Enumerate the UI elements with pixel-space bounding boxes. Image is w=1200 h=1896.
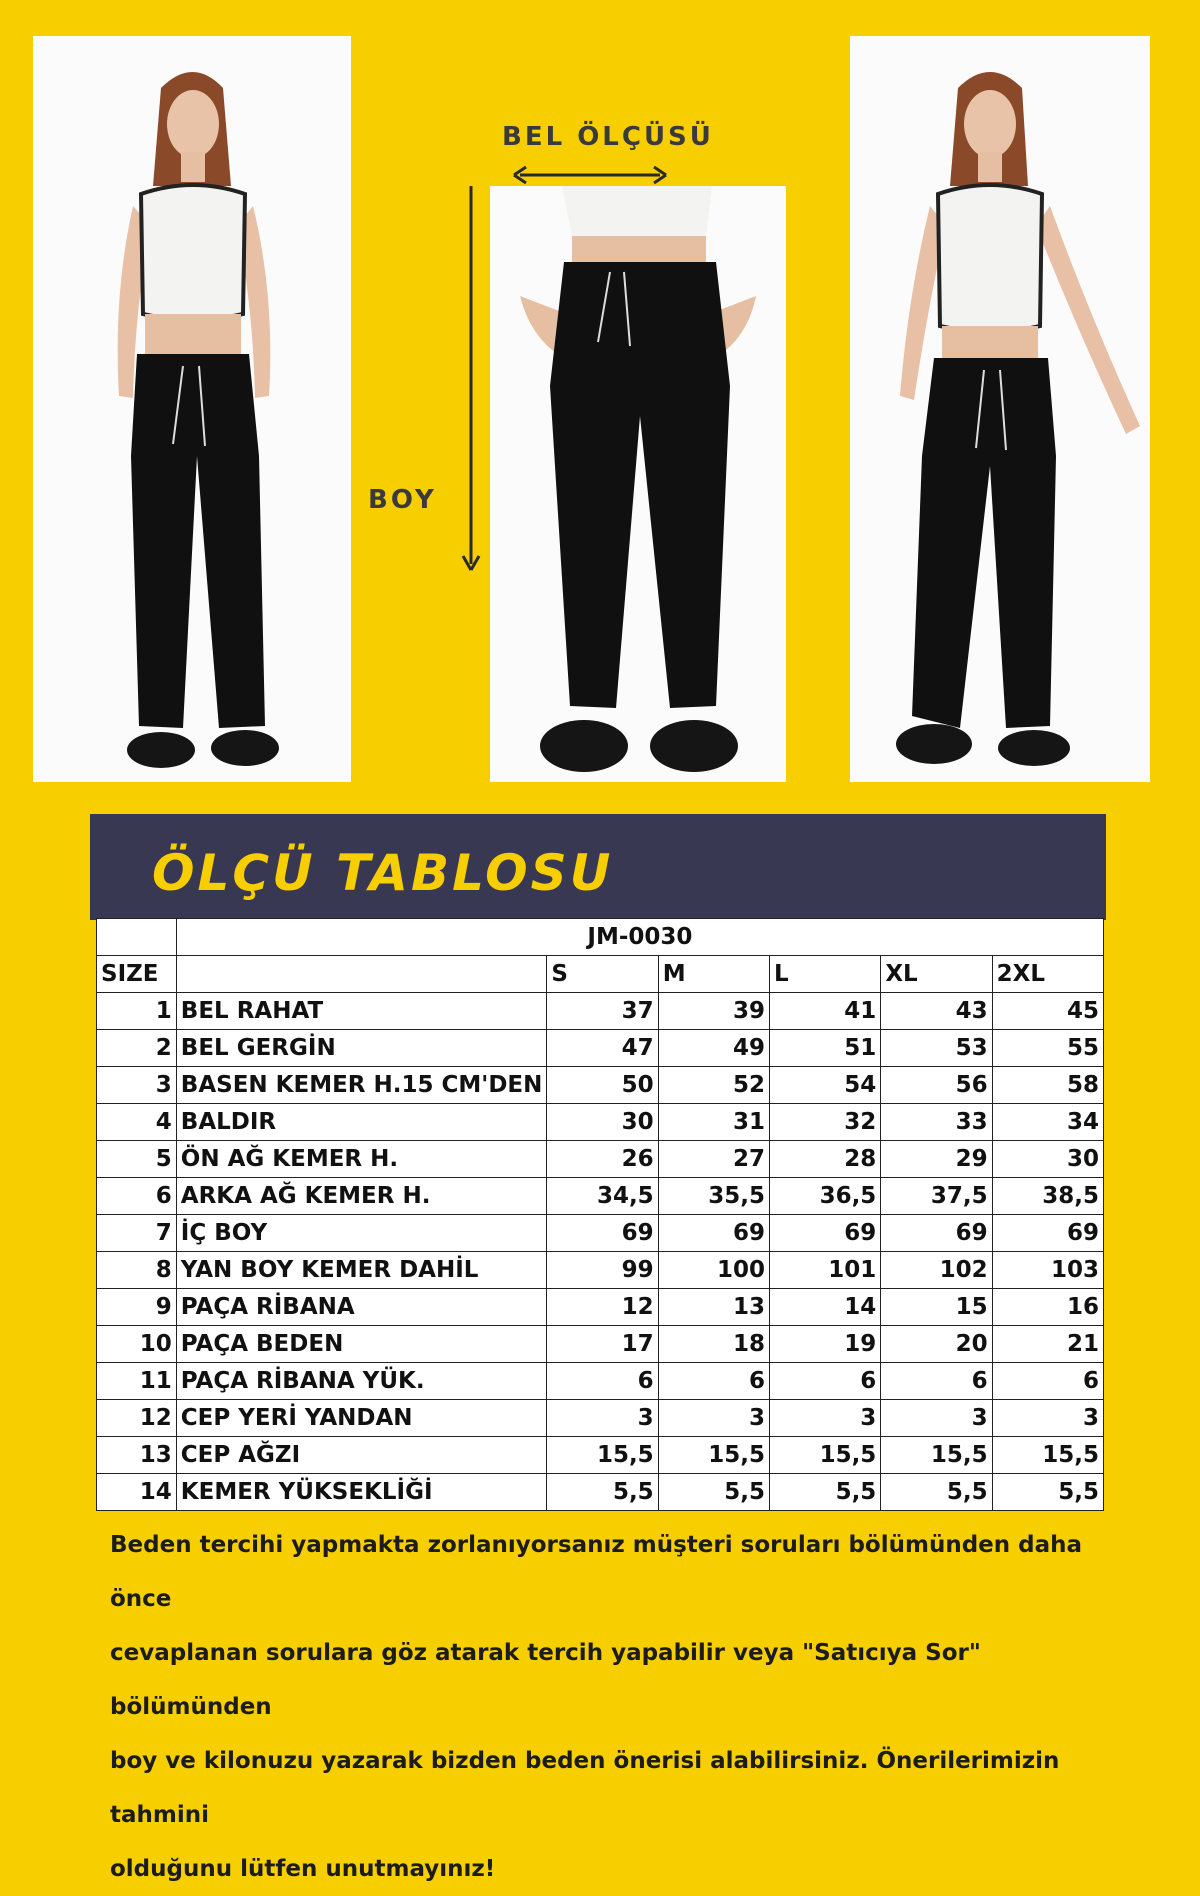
measurement-value: 5,5 [658,1474,769,1511]
row-number: 4 [97,1104,177,1141]
size-header: SIZE [97,956,177,993]
table-row [97,1400,1104,1437]
table-row [97,1067,1104,1104]
size-label-m: M [658,956,769,993]
size-chart-header [90,814,1106,920]
measurement-value: 69 [881,1215,992,1252]
measurement-value: 5,5 [547,1474,658,1511]
size-label-l: L [770,956,881,993]
row-number: 5 [97,1141,177,1178]
table-row [97,1215,1104,1252]
measurement-label: KEMER YÜKSEKLİĞİ [176,1474,547,1511]
table-cell [97,919,177,956]
length-measure-label: BOY [368,485,437,515]
measurement-value: 47 [547,1030,658,1067]
measurement-value: 100 [658,1252,769,1289]
measurement-value: 15 [881,1289,992,1326]
measurement-label: BALDIR [176,1104,547,1141]
waist-measure-label: BEL ÖLÇÜSÜ [502,122,714,152]
measurement-value: 55 [992,1030,1103,1067]
measurement-value: 101 [770,1252,881,1289]
table-row [97,1289,1104,1326]
model-front-photo [33,36,351,782]
measurement-label: BEL GERGİN [176,1030,547,1067]
row-number: 11 [97,1363,177,1400]
measurement-value: 38,5 [992,1178,1103,1215]
measurement-value: 69 [770,1215,881,1252]
measurement-value: 16 [992,1289,1103,1326]
measurement-value: 15,5 [881,1437,992,1474]
measurement-value: 31 [658,1104,769,1141]
row-number: 8 [97,1252,177,1289]
size-label-2xl: 2XL [992,956,1103,993]
model-closeup-illustration [490,186,786,782]
row-number: 2 [97,1030,177,1067]
measurement-value: 12 [547,1289,658,1326]
model-front-illustration [33,36,351,782]
measurement-value: 17 [547,1326,658,1363]
measurement-value: 14 [770,1289,881,1326]
measurement-value: 6 [547,1363,658,1400]
measurement-label: YAN BOY KEMER DAHİL [176,1252,547,1289]
measurement-value: 99 [547,1252,658,1289]
measurement-value: 15,5 [658,1437,769,1474]
measurement-value: 6 [658,1363,769,1400]
measurement-value: 58 [992,1067,1103,1104]
waist-arrow-icon [512,160,668,190]
measurement-value: 28 [770,1141,881,1178]
model-angle-photo [850,36,1150,782]
measurement-value: 34 [992,1104,1103,1141]
measurement-value: 21 [992,1326,1103,1363]
model-angle-illustration [850,36,1150,782]
measurement-value: 5,5 [770,1474,881,1511]
measurement-label: PAÇA RİBANA YÜK. [176,1363,547,1400]
measurement-value: 56 [881,1067,992,1104]
measurement-value: 26 [547,1141,658,1178]
row-number: 3 [97,1067,177,1104]
measurement-value: 15,5 [770,1437,881,1474]
measurement-value: 37 [547,993,658,1030]
note-line: cevaplanan sorulara göz atarak tercih yapabilir veya "Satıcıya Sor" bölümünden [110,1640,981,1720]
table-cell [176,956,547,993]
measurement-value: 27 [658,1141,769,1178]
length-arrow-icon [458,186,484,572]
measurement-value: 36,5 [770,1178,881,1215]
measurement-label: ÖN AĞ KEMER H. [176,1141,547,1178]
measurement-value: 50 [547,1067,658,1104]
measurement-label: CEP YERİ YANDAN [176,1400,547,1437]
table-row [97,1141,1104,1178]
measurement-value: 13 [658,1289,769,1326]
measurement-value: 29 [881,1141,992,1178]
measurement-value: 30 [992,1141,1103,1178]
measurement-value: 20 [881,1326,992,1363]
measurement-value: 6 [881,1363,992,1400]
measurement-label: BEL RAHAT [176,993,547,1030]
row-number: 10 [97,1326,177,1363]
size-advice-note [110,1518,1100,1896]
measurement-value: 30 [547,1104,658,1141]
measurement-value: 19 [770,1326,881,1363]
table-row [97,1474,1104,1511]
measurement-value: 35,5 [658,1178,769,1215]
table-code-row [97,919,1104,956]
row-number: 14 [97,1474,177,1511]
measurement-value: 34,5 [547,1178,658,1215]
measurement-value: 37,5 [881,1178,992,1215]
row-number: 6 [97,1178,177,1215]
size-chart-title: ÖLÇÜ TABLOSU [152,844,614,902]
measurement-value: 52 [658,1067,769,1104]
measurement-value: 15,5 [547,1437,658,1474]
measurement-label: İÇ BOY [176,1215,547,1252]
model-closeup-photo [490,186,786,782]
measurement-value: 43 [881,993,992,1030]
table-row [97,1178,1104,1215]
table-row [97,1030,1104,1067]
measurement-value: 39 [658,993,769,1030]
measurement-label: PAÇA BEDEN [176,1326,547,1363]
measurement-value: 103 [992,1252,1103,1289]
measurement-value: 69 [547,1215,658,1252]
measurement-label: CEP AĞZI [176,1437,547,1474]
table-row [97,993,1104,1030]
size-chart-table [96,918,1104,1511]
measurement-value: 18 [658,1326,769,1363]
note-line: Beden tercihi yapmakta zorlanıyorsanız müşteri soruları bölümünden daha önce [110,1532,1083,1612]
table-size-header-row [97,956,1104,993]
measurement-value: 5,5 [992,1474,1103,1511]
table-row [97,1252,1104,1289]
note-line: boy ve kilonuzu yazarak bizden beden önerisi alabilirsiniz. Önerilerimizin tahmini [110,1748,1060,1828]
measurement-value: 32 [770,1104,881,1141]
row-number: 13 [97,1437,177,1474]
measurement-value: 3 [770,1400,881,1437]
measurement-value: 69 [658,1215,769,1252]
measurement-label: ARKA AĞ KEMER H. [176,1178,547,1215]
measurement-label: PAÇA RİBANA [176,1289,547,1326]
measurement-value: 54 [770,1067,881,1104]
row-number: 9 [97,1289,177,1326]
measurement-value: 53 [881,1030,992,1067]
row-number: 12 [97,1400,177,1437]
measurement-value: 15,5 [992,1437,1103,1474]
measurement-value: 6 [992,1363,1103,1400]
measurement-value: 69 [992,1215,1103,1252]
measurement-value: 3 [881,1400,992,1437]
measurement-value: 5,5 [881,1474,992,1511]
row-number: 1 [97,993,177,1030]
note-line: olduğunu lütfen unutmayınız! [110,1856,496,1882]
measurement-value: 3 [547,1400,658,1437]
measurement-value: 6 [770,1363,881,1400]
measurement-value: 49 [658,1030,769,1067]
size-label-xl: XL [881,956,992,993]
table-row [97,1104,1104,1141]
table-row [97,1326,1104,1363]
size-label-s: S [547,956,658,993]
measurement-value: 33 [881,1104,992,1141]
measurement-value: 3 [658,1400,769,1437]
measurement-value: 41 [770,993,881,1030]
measurement-value: 3 [992,1400,1103,1437]
measurement-value: 45 [992,993,1103,1030]
measurement-value: 102 [881,1252,992,1289]
measurement-value: 51 [770,1030,881,1067]
row-number: 7 [97,1215,177,1252]
measurement-label: BASEN KEMER H.15 CM'DEN [176,1067,547,1104]
table-row [97,1363,1104,1400]
product-code: JM-0030 [176,919,1103,956]
table-row [97,1437,1104,1474]
